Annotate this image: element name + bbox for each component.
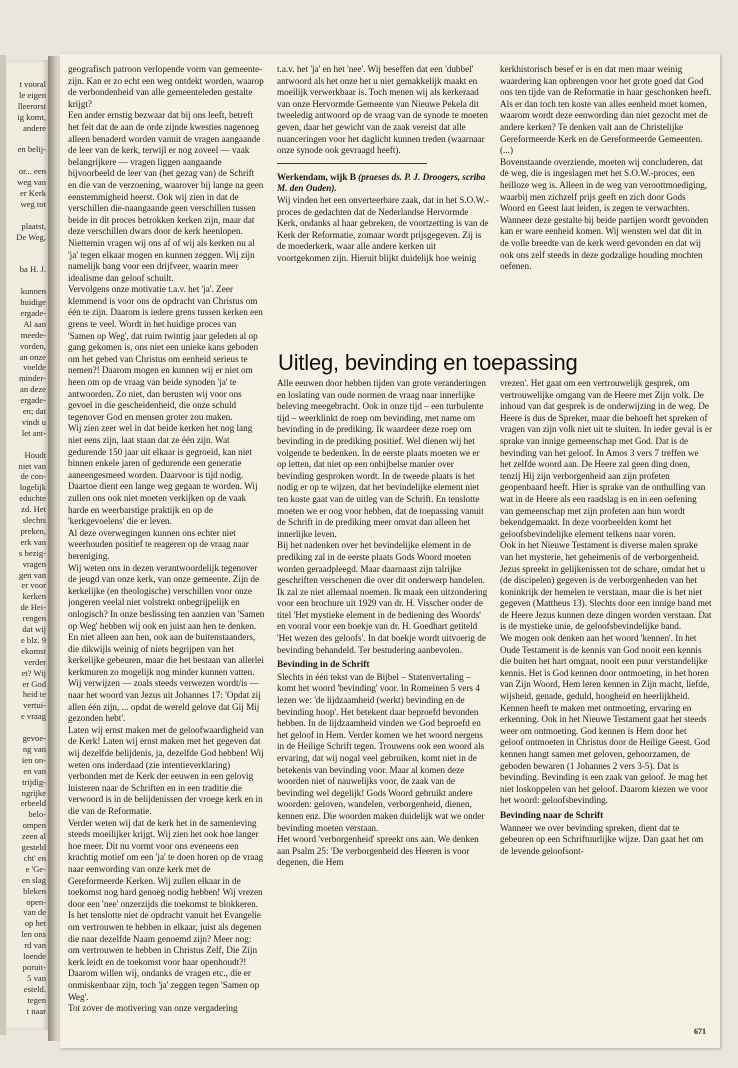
previous-page-line: kunnen bbox=[20, 286, 46, 297]
article-column-3 bbox=[500, 378, 712, 1018]
previous-page-line: or... een bbox=[18, 166, 46, 177]
paragraph: Wij weten ons in dezen verantwoordelijk tegenover de jeugd van onze kerk, van onze gemeente. Zijn de kerkelijke (en theologische) verschillen voor onze jongeren veelal niet volstrekt onbegrijpelijk en onlogisch? In onze beslissing ten aanzien van 'Samen op Weg' hebben wij ook en juist aan hen te denken. En niet alleen aan hen, ook aan de buitenstaanders, die dikwijls weinig of niets begrijpen van het kerkelijke gebeuren, maar die het bestaan van allerlei kerkmuren zo mogelijk nog minder kunnen vatten. Wij verwijzen — zoals steeds verwezen wordt/is — naar het woord van Jezus uit Johannes 17: 'Opdat zij allen één zijn, ... opdat de wereld gelove dat Gij Mij gezonden hebt'. bbox=[68, 562, 265, 724]
previous-page-line: niet van bbox=[18, 460, 46, 471]
paragraph: Als er dan toch ten koste van alles eenheid moet komen, waarom wordt deze eenwording dan niet gezocht met de andere kerken? Te denken valt aan de Christelijke Gereformeerde Kerk en de Gereformeerde Gemeenten. (...) bbox=[500, 98, 708, 156]
paragraph: Al deze overwegingen kunnen ons echter niet weerhouden positief te reageren op de vraag naar hereniging. bbox=[68, 527, 249, 561]
article-column-2 bbox=[277, 378, 489, 1018]
previous-page-line: belo- bbox=[28, 809, 46, 820]
paragraph: vrezen'. Het gaat om een vertrouwelijk gesprek, om vertrouwelijke omgang van de Heere met Zijn volk. De inhoud van dat gesprek is de onderwijzing in de weg. De Heere is dus de Spreker, maar die behoeft het spreken of vragen van zijn volk niet uit te sluiten. In ieder geval is er sprake van innige gemeenschap met God. Dat is de bevinding van het geloof. In Amos 3 vers 7 treffen we het zelfde woord aan. De Heere zal geen ding doen, tenzij Hij zijn verborgenheid aan zijn profeten geopenbaard heeft. Hier is sprake van de onthulling van wat in de Heere als een raadslag is en in een oefening van gemeenschap met zijn profeten aan hun wordt bekendgemaakt. In deze voorbeelden komt het geloofsbevindelijke element telkens naar voren. bbox=[500, 378, 712, 539]
paragraph: Verder weten wij dat de kerk het in de samenleving steeds moeilijker krijgt. Wij zien het ook hoe langer hoe meer. Dit nu vormt voor ons eveneens een krachtig motief om een 'ja' te doen horen op de vraag naar eenwording van onze kerk met de Gereformeerde Kerken. Wij zullen elkaar in de toekomst nog hard genoeg nodig hebben! Wij vrezen door een 'nee' onzerzijds die toekomst te blokkeren. bbox=[68, 817, 264, 909]
previous-page-line: vorden, bbox=[19, 340, 46, 351]
previous-page-line: 5 van bbox=[27, 972, 46, 983]
previous-page-line: trijdig- bbox=[22, 776, 46, 787]
byline-names: (praeses ds. P. J. Droogers, scriba M. den Ouden). bbox=[277, 171, 486, 194]
subheading-2-text bbox=[500, 823, 712, 858]
previous-page-line: e 'Ge- bbox=[25, 863, 46, 874]
previous-page-line: er Kerk bbox=[19, 188, 46, 198]
previous-page-line: Houdt bbox=[24, 449, 46, 460]
paragraph: Wij vinden het een onverteerbare zaak, dat in het S.O.W.-proces de gedachten dat de Nederlandse Hervormde Kerk, ondanks al haar gebreken, de voortzetting is van de Kerk der Reformatie, zomaar wordt prijsgegeven. Zij is de moederkerk, waar alle andere kerken uit voortgekomen zijn. Hieruit blijkt duidelijk hoe weinig bbox=[277, 194, 489, 263]
paragraph: Wij zien zeer wel in dat beide kerken het nog lang niet eens zijn, laat staan dat ze één zijn. Wat gedurende 150 jaar uit elkaar is gegroeid, kan niet binnen enkele jaren of gedurende een generatie aaneengesmeed worden. Daarvoor is tijd nodig. Daartoe dient een lange weg gegaan te worden. Wij zullen ons ook niet moeten verkijken op de vaak harde en weerbarstige praktijk en op de 'kerkgevoelens' die er leven. bbox=[68, 423, 258, 527]
previous-page-line: vertui- bbox=[23, 700, 46, 711]
column-2-top-text bbox=[277, 64, 489, 157]
previous-page-line: minder- bbox=[18, 373, 46, 384]
article-column-3-text bbox=[500, 378, 712, 807]
previous-page-line: er God bbox=[22, 678, 46, 689]
previous-page-line: kerken bbox=[22, 591, 46, 602]
previous-page-line: heid te bbox=[22, 689, 46, 700]
page-number: 671 bbox=[694, 1027, 706, 1036]
paragraph: Daarom willen wij, ondanks de vragen etc., die er onmiskenbaar zijn, toch 'ja' zeggen tegen 'Samen op Weg'. bbox=[68, 968, 260, 1002]
previous-page-line: erk van bbox=[20, 536, 46, 547]
column-3-top-text bbox=[500, 64, 712, 273]
subheading-bevinding-naar-de-schrift: Bevinding naar de Schrift bbox=[500, 810, 604, 821]
previous-page-line: en; dat bbox=[22, 406, 46, 416]
previous-page-line: De Weg, bbox=[16, 231, 46, 242]
previous-page-line: t naar bbox=[26, 1005, 46, 1016]
previous-page-line: ien on- bbox=[21, 754, 46, 765]
previous-page-line: poruit- bbox=[22, 961, 46, 972]
previous-page-line: len ons bbox=[21, 929, 46, 940]
article-intro-text bbox=[277, 378, 489, 656]
previous-page-line: weg van bbox=[17, 177, 46, 188]
previous-page-line: s bezig- bbox=[19, 547, 46, 558]
previous-page-strip bbox=[6, 60, 48, 1030]
previous-page-line: vragen bbox=[22, 558, 46, 569]
paragraph: Het woord 'verborgenheid' spreekt ons aan. We denken aan Psalm 25: 'De verborgenheid des Heeren is voor degenen, die Hem bbox=[277, 834, 479, 868]
previous-page-line: logelijk bbox=[19, 482, 46, 493]
paragraph: Alle eeuwen door hebben tijden van grote veranderingen en loslating van oude normen de vraag naar innerlijke beleving meegebracht. Ook in onze tijd – een turbulente tijd – weerklinkt de roep om bevinding, met name om bevinding in de prediking. Ik waardeer deze roep om bevinding in de prediking positief. Wel dienen wij het volgende te bedenken. In de eerste plaats moeten we er op letten, dat niet op een onbijbelse manier over bevinding gesproken wordt. In de tweede plaats is het nodig er op te wijzen, dat het bevindelijke element niet ten koste gaat van de uitleg van de Schrift. En tenslotte moeten we er oog voor hebben, dat de toepassing vanuit de Schrift in de prediking meer omvat dan alleen het innerlijke leven. bbox=[277, 378, 486, 539]
previous-page-line: huidige bbox=[20, 297, 46, 307]
previous-page-line: an deze bbox=[20, 384, 46, 395]
paragraph: Ook in het Nieuwe Testament is diverse malen sprake van het mysterie, het geheimenis of de verborgenheid. Jezus spreekt in gelijkenissen tot de schare, omdat het u (de discipelen) gegeven is de verborgenheden van het koninkrijk der hemelen te verstaan, maar die is het niet gegeven (Mattheus 13). Slechts door een innige band met de Heere Jezus kunnen deze dingen worden verstaan. Dat is de mystieke unie, de geloofsbevindelijke band. bbox=[500, 540, 712, 632]
previous-page-line: bleken bbox=[23, 885, 46, 896]
previous-page-line: ba H. J. bbox=[19, 264, 46, 275]
previous-page-line: gen van bbox=[19, 569, 46, 580]
paragraph: Bij het nadenken over het bevindelijke element in de prediking zal in de eerste plaats Gods Woord moeten worden geraadpleegd. Maar daarnaast zijn talrijke geschriften verschenen die over dit onderwerp handelen. Ik zal ze niet allemaal noemen. Ik maak een uitzondering voor een brochure uit 1929 van dr. H. Visscher onder de titel 'Het mystieke element in de bediening des Woords' en vooral voor een boekje van dr. H. Goedhart getiteld 'Het wezen des geloofs'. In dat boekje wordt uitvoerig de bevinding behandeld. Ter bestudering aanbevolen. bbox=[277, 540, 488, 655]
previous-page-line: an onze bbox=[19, 351, 46, 362]
paragraph: Bovenstaande overziende, moeten wij concluderen, dat de weg, die is ingeslagen met het S.O.W.-proces, een heilloze weg is. Alleen in de weg van veroottmoediging, waarbij men zichzelf prijs geeft en zich door Gods Woord en Geest laat leiden, is zegen te verwachten. Wanneer deze gestalte bij beide partijen wordt gevonden kan er ware eenheid komen. Wij wensten wel dat dit in de volle breedte van de kerk werd gevonden en dat wij ook ons zelf steeds in deze godzalige houding mochten oefenen. bbox=[500, 156, 709, 272]
previous-page-line: e vraag bbox=[20, 711, 46, 722]
previous-page-line: gesteld bbox=[21, 842, 46, 852]
previous-page-line: vindt u bbox=[21, 416, 46, 427]
previous-page-line: tegen bbox=[27, 994, 46, 1005]
previous-page-line: ompen bbox=[22, 820, 46, 831]
previous-page-line: dat wij bbox=[22, 624, 46, 634]
previous-page-line: de con- bbox=[20, 471, 46, 482]
previous-page-line: et? Wij bbox=[21, 667, 46, 678]
column-2-top bbox=[277, 64, 489, 334]
subheading-bevinding-in-de-schrift: Bevinding in de Schrift bbox=[277, 660, 370, 671]
previous-page-line: let ant- bbox=[21, 427, 46, 438]
paragraph: Slechts in één tekst van de Bijbel – Statenvertaling – komt het woord 'bevinding' voor. In Romeinen 5 vers 4 lezen we: 'de lijdzaamheid (werkt) bevinding en de bevinding hoop'. Het betekent daar beproefd bevonden hebben. In de lijdzaamheid vinden we God beproefd en het geloof in Hem. Verder komen we het woord nergens in de Heilige Schrift tegen. Trouwens ook een woord als ervaring, dat wij nogal veel gebruiken, komt niet in de betekenis van bevinding voor. Maar al komen deze woorden niet of nauwelijks voor, de zaak van de bevinding wel degelijk! Gods Woord gebruikt andere woorden: geloven, wandelen, verborgenheid, dienen, kennen enz. Die woorden maken duidelijk wat we onder bevinding moeten verstaan. bbox=[277, 671, 485, 833]
previous-page-line: loende bbox=[23, 951, 46, 961]
paragraph: Wanneer we over bevinding spreken, dient dat te gebeuren op een Schriftuurlijke wijze. Dan gaat het om de levende geloofsont- bbox=[500, 822, 704, 856]
previous-page-line: zeen al bbox=[21, 831, 46, 842]
paragraph: Tot zover de motivering van onze vergadering bbox=[68, 1003, 238, 1014]
previous-page-line: preken, bbox=[20, 525, 46, 536]
column-2-body-text bbox=[277, 195, 489, 265]
previous-page-line: en slag bbox=[21, 874, 46, 885]
previous-page-line: Al aan bbox=[23, 318, 46, 329]
paragraph: Een ander ernstig bezwaar dat bij ons leeft, betreft het feit dat de aan de orde zijnde kwesties nagenoeg alleen benaderd worden vanuit de vragen aangaande de leer van de kerk, terwijl er nog zoveel — vaak belangrijkere — vragen liggen aangaande bijvoorbeeld de leer van (het gezag van) de Schrift en die van de verzoening, waarover bij lange na geen eenstemmigheid heerst. Ook wij zien in dat de verschillen die-naangaande geen verschillen tussen beide in dit proces betrokken kerken zijn, maar dat deze verschillen dwars door de kerk heenlopen. Niettemin vragen wij ons af of wij als kerken nu al 'ja' tegen elkaar mogen en kunnen zeggen. Wij zijn namelijk bang voor een drijfveer, waarin meer idealisme dan geloof schuilt. bbox=[68, 110, 264, 283]
subheading-1-text bbox=[277, 672, 489, 869]
previous-page-line: erbeeld bbox=[20, 798, 46, 809]
previous-page-line: verder bbox=[24, 656, 46, 667]
article-title: Uitleg, bevinding en toepassing bbox=[278, 350, 578, 375]
previous-page-line: educhte bbox=[19, 493, 46, 504]
previous-page-line: ergade- bbox=[20, 395, 46, 406]
previous-page-line: de Hei- bbox=[20, 602, 46, 613]
previous-page-line: ng van bbox=[22, 743, 46, 754]
previous-page-line: er voor bbox=[21, 580, 46, 591]
previous-page-line: e blz. 9 bbox=[20, 634, 46, 645]
previous-page-line: ngrijke bbox=[21, 787, 46, 798]
previous-page-line: open- bbox=[26, 896, 46, 907]
previous-page-line: cht' en bbox=[23, 852, 46, 863]
previous-page-line: le eigen bbox=[19, 89, 46, 100]
paragraph: Laten wij ernst maken met de geloofwaardigheid van de Kerk! Laten wij ernst maken met het gegeven dat wij dezelfde belijdenis, ja, dezelfde God hebben! Wij weten ons inderdaad (zie intentieverklaring) verbonden met de Kerk der eeuwen in een gelovig luisteren naar de Schriften en in een traditie die verwoord is in de belijdenissen der vroege kerk en in die van de Reformatie. bbox=[68, 724, 264, 816]
paragraph: Vervolgens onze motivatie t.a.v. het 'ja'. Zeer klemmend is voor ons de opdracht van Christus om één te zijn. Daarom is iedere grens tussen kerken een grens te veel. Wordt in het huidige proces van 'Samen op Weg', dat ruim twintig jaar geleden al op gang gekomen is, ons niet een unieke kans geboden om het gebed van Christus om eenheid serieus te nemen?! Daarom mogen en kunnen wij er niet om heen om op de vraag van beide synoden 'ja' te antwoorden. Zo niet, dan berusten wij voor ons gevoel in die gescheidenheid, die onze schuld tegenover God en mensen groter zou maken. bbox=[68, 284, 263, 422]
previous-page-line: esteld. bbox=[23, 983, 46, 994]
column-1-text bbox=[68, 64, 265, 1015]
previous-page-line: gevoe- bbox=[22, 733, 46, 743]
previous-page-line: meede- bbox=[20, 329, 46, 340]
byline-place: Werkendam, wijk B bbox=[277, 171, 356, 182]
previous-page-line: en van bbox=[23, 765, 46, 776]
column-3-top bbox=[500, 64, 712, 334]
previous-page-line: voelde bbox=[23, 362, 46, 373]
previous-page-line: ekomst bbox=[21, 645, 46, 656]
previous-page-line: rd van bbox=[24, 940, 46, 951]
previous-page-line: ergade- bbox=[20, 307, 46, 318]
previous-page-line: lleerorst bbox=[17, 100, 46, 111]
previous-page-line: slechts bbox=[22, 515, 46, 525]
previous-page-line: andere bbox=[23, 122, 46, 133]
paragraph: geografisch patroon verlopende vorm van gemeente-zijn. Kan er zo echt een weg ontdekt worden, waarop de verbondenheid van alle gemeenteleden gestalte krijgt? bbox=[68, 64, 264, 109]
separator-rule bbox=[277, 163, 427, 164]
paragraph: We mogen ook denken aan het woord 'kennen'. In het Oude Testament is de kennis van God nooit een kennis die buiten het hart omgaat, nooit een puur verstandelijke kennis. Het is God kennen door ontmoeting, in het horen van Zijn Woord, Hem leren kennen in Zijn macht, liefde, wijsheid, genade, geduld, hoogheid en heerlijkheid. Kennen heeft te maken met ontmoeting, ervaring en erkenning. Ook in het Nieuwe Testament gaat het steeds weer om ontmoeting. God kennen is Hem door het geloof ontmoeten in Christus door de Heilige Geest. God kennen hangt samen met geloven, gehoorzamen, de geboden bewaren (1 Johannes 2 vers 3-5). Dat is bevinding. Bevinding is een zaak van geloof. Je mag het niet loskoppelen van het geloof. Daarom kiezen we voor het woord: geloofsbevinding. bbox=[500, 633, 710, 806]
previous-page-line: rengen bbox=[22, 613, 46, 624]
paragraph: t.a.v. het 'ja' en het 'nee'. Wij beseffen dat een 'dubbel' antwoord als het onze het u niet gemakkelijk maakt en moeilijk verwerkbaar is. Toch menen wij als kerkeraad van onze Hervormde Gemeente van Nieuwe Pekela dit tweeledig antwoord op de vraag van de synode te moeten geven, daar het gewicht van de zaak vereist dat alle nuanceringen voor het daglicht kunnen treden (waarnaar onze synode ook gevraagd heeft). bbox=[277, 64, 488, 156]
previous-page-line: ig komt, bbox=[17, 111, 46, 122]
previous-page-line: t vooral bbox=[19, 79, 46, 89]
previous-page-line: en belij- bbox=[17, 144, 46, 155]
magazine-page bbox=[60, 54, 720, 1048]
paragraph: Is het tenslotte niet de opdracht vanuit het Evangelie om vertrouwen te hebben in elkaar, juist als degenen die naar dezelfde Naam genoemd zijn? Meer nog: om vertrouwen te hebben in Christus Zelf, Die Zijn kerk leidt en de toekomst voor haar openhoudt?! bbox=[68, 910, 262, 967]
previous-page-line: op het bbox=[24, 918, 46, 929]
previous-page-line: zd. Het bbox=[21, 504, 46, 515]
previous-page-line: weg tot bbox=[20, 198, 46, 209]
previous-page-line: van de bbox=[23, 907, 46, 918]
previous-page-line: plaatst, bbox=[21, 220, 46, 231]
paragraph: kerkhistorisch besef er is en dat men maar weinig waardering kan opbrengen voor het grote goed dat God ons ten tijde van de Reformatie in haar geschonken heeft. bbox=[500, 64, 712, 98]
column-1 bbox=[68, 64, 265, 1044]
